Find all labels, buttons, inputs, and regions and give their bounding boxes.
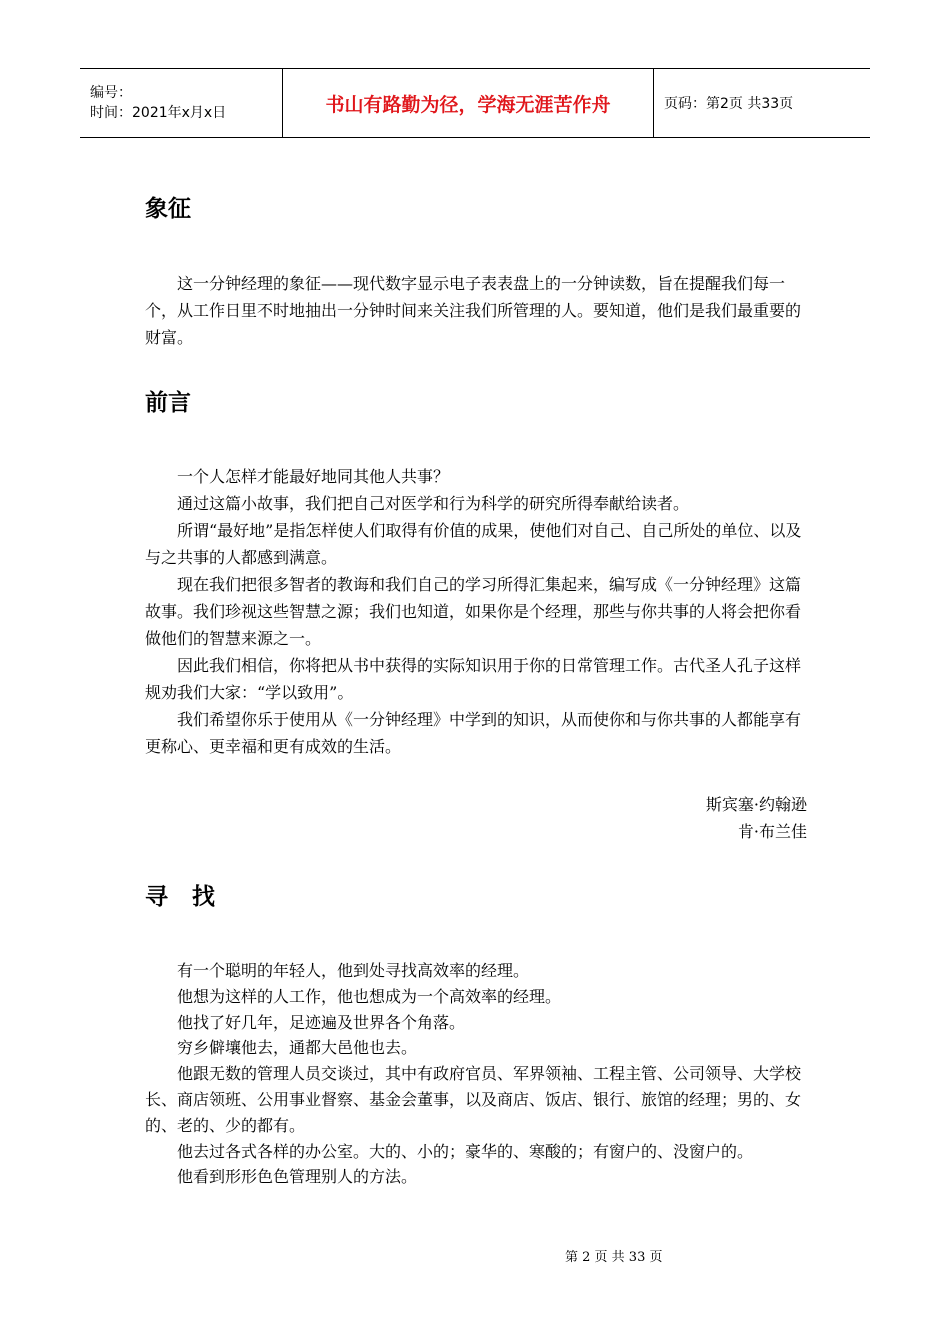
paragraph: 一个人怎样才能最好地同其他人共事？ — [177, 467, 450, 486]
author-1: 斯宾塞·约翰逊 — [705, 795, 807, 814]
author-2: 肯·布兰佳 — [737, 822, 807, 841]
paragraph: 现在我们把很多智者的教诲和我们自己的学习所得汇集起来，编写成《一分钟经理》这篇故事。我们珍视这些智慧之源；我们也知道，如果你是个经理，那些与你共事的人将会把你看做他们的智慧来源之一。 — [145, 575, 802, 648]
paragraph: 因此我们相信，你将把从书中获得的实际知识用于你的日常管理工作。古代圣人孔子这样规劝我们大家：“学以致用”。 — [145, 656, 802, 702]
header-motto-cell — [282, 69, 654, 137]
section-title-symbol: 象征 — [145, 196, 191, 222]
paragraph: 所谓“最好地”是指怎样使人们取得有价值的成果，使他们对自己、自己所处的单位、以及与之共事的人都感到满意。 — [145, 521, 802, 567]
paragraph: 他跟无数的管理人员交谈过，其中有政府官员、军界领袖、工程主管、公司领导、大学校长、商店领班、公用事业督察、基金会董事，以及商店、饭店、银行、旅馆的经理；男的、女的、老的、少的都有。 — [145, 1064, 802, 1135]
section-title-preface: 前言 — [145, 390, 191, 416]
motto: 书山有路勤为径，学海无涯苦作舟 — [325, 93, 611, 116]
search-body — [145, 958, 810, 1190]
footer-page-number: 第 2 页 共 33 页 — [565, 1250, 663, 1265]
section-title-search: 寻 找 — [145, 884, 224, 910]
header-page-info — [654, 69, 870, 137]
paragraph: 他想为这样的人工作，他也想成为一个高效率的经理。 — [177, 986, 562, 1006]
paragraph: 穷乡僻壤他去，通都大邑他也去。 — [177, 1038, 418, 1058]
paragraph: 他去过各式各样的办公室。大的、小的；豪华的、寒酸的；有窗户的、没窗户的。 — [177, 1141, 754, 1161]
header-meta — [80, 69, 282, 137]
paragraph: 他看到形形色色管理别人的方法。 — [177, 1167, 418, 1187]
document-header — [80, 68, 870, 138]
paragraph: 我们希望你乐于使用从《一分钟经理》中学到的知识，从而使你和与你共事的人都能享有更称心、更幸福和更有成效的生活。 — [145, 710, 802, 756]
number-label: 编号： — [90, 85, 132, 101]
paragraph: 这一分钟经理的象征——现代数字显示电子表表盘上的一分钟读数，旨在提醒我们每一个，从工作日里不时地抽出一分钟时间来关注我们所管理的人。要知道，他们是我们最重要的财富。 — [145, 274, 802, 347]
date-label: 时间：2021年x月x日 — [90, 105, 227, 121]
paragraph: 通过这篇小故事，我们把自己对医学和行为科学的研究所得奉献给读者。 — [177, 494, 690, 513]
paragraph: 他找了好几年，足迹遍及世界各个角落。 — [177, 1012, 466, 1032]
signature-block — [706, 791, 807, 845]
paragraph: 有一个聪明的年轻人，他到处寻找高效率的经理。 — [177, 961, 530, 980]
page-info: 页码：第2页 共33页 — [664, 96, 794, 112]
symbol-body — [145, 270, 810, 351]
preface-body — [145, 463, 810, 760]
